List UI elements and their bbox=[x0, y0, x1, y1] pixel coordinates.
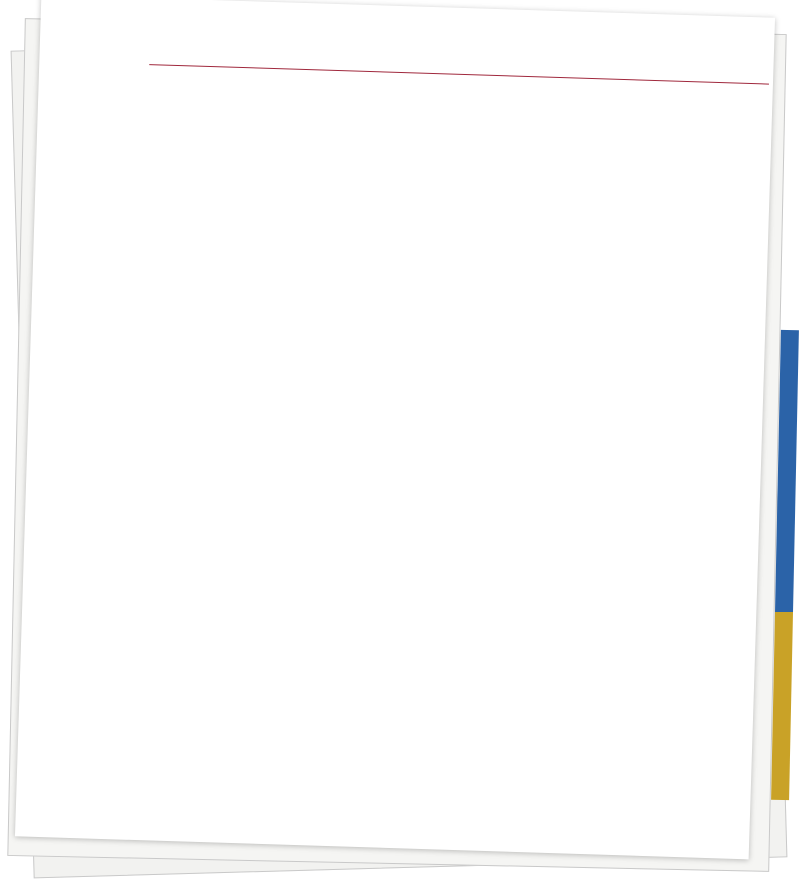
chapter-subtitle bbox=[36, 181, 770, 204]
page-number bbox=[16, 789, 750, 812]
section-divider-rule bbox=[149, 64, 769, 84]
article-list bbox=[134, 236, 744, 255]
book-page bbox=[15, 0, 775, 859]
previous-section-text bbox=[182, 0, 776, 12]
chapter-title bbox=[37, 142, 771, 165]
